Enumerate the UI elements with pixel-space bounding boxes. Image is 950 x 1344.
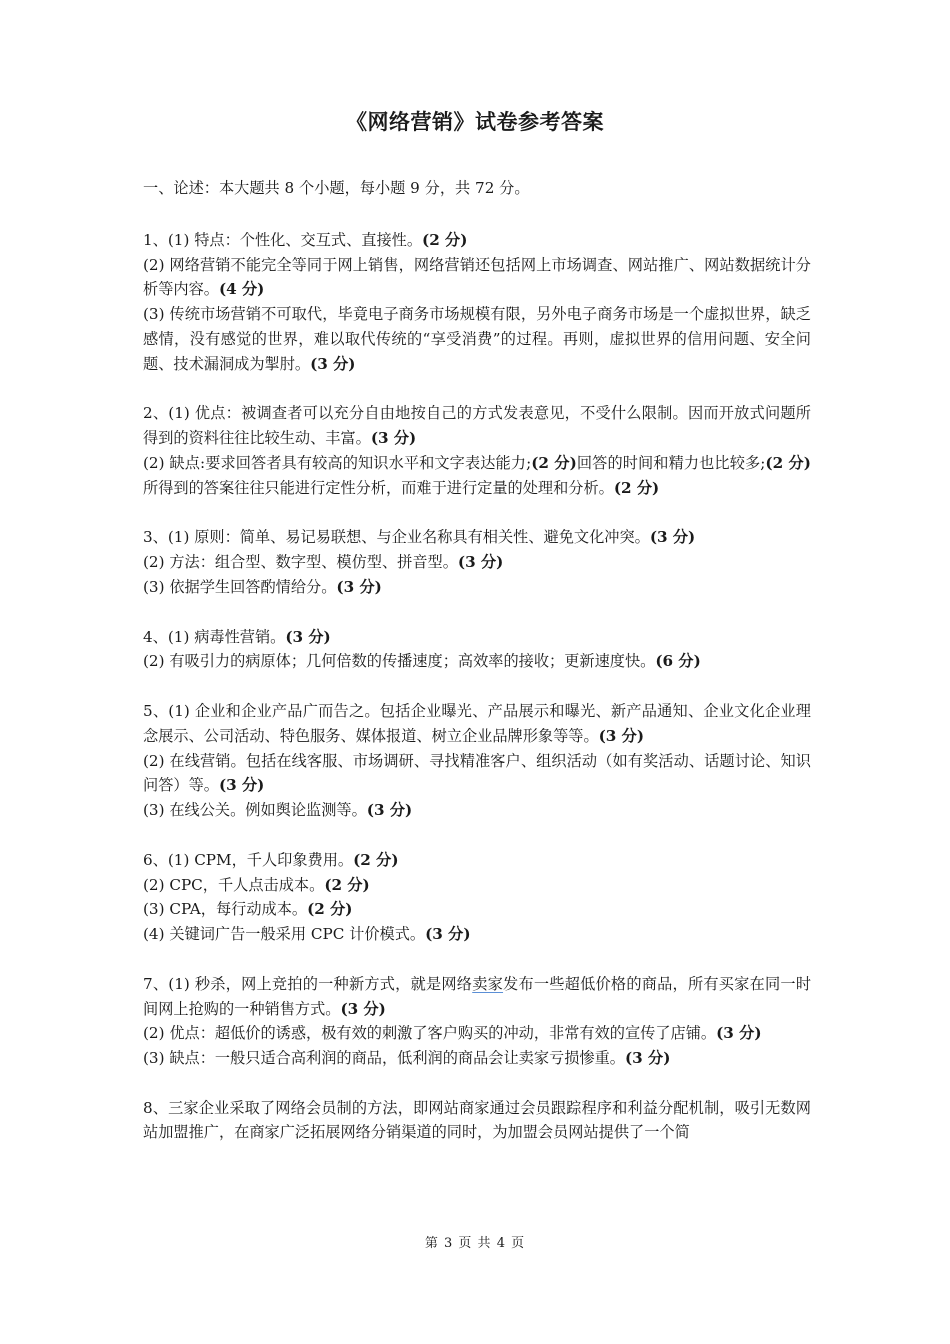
- q5-part-2: (2) 在线营销。包括在线客服、市场调研、寻找精准客户、组织活动（如有奖活动、话题讨论、知识问答）等。(3 分): [143, 751, 811, 795]
- page-footer: 第 3 页 共 4 页: [424, 1236, 526, 1251]
- q2-part-1: 2、(1) 优点：被调查者可以充分自由地按自己的方式发表意见，不受什么限制。因而开放式问题所得到的资料往往比较生动、丰富。(3 分): [143, 404, 811, 448]
- score-label: (2 分): [422, 230, 468, 249]
- score-label: (2 分): [324, 875, 370, 894]
- score-label: (3 分): [340, 999, 386, 1018]
- question-1: [143, 228, 811, 377]
- score-label: (3 分): [218, 776, 265, 795]
- question-6: [143, 848, 811, 947]
- score-label: (2 分): [613, 478, 660, 497]
- score-label: (3 分): [370, 429, 417, 448]
- score-label: (3 分): [310, 354, 356, 373]
- q5-part-1: 5、(1) 企业和企业产品广而告之。包括企业曝光、产品展示和曝光、新产品通知、企业文化企业理念展示、公司活动、特色服务、媒体报道、树立企业品牌形象等等。(3 分): [143, 701, 811, 745]
- q1-part-1: 1、(1) 特点：个性化、交互式、直接性。(2 分): [143, 230, 468, 249]
- score-label: (2 分): [531, 453, 577, 472]
- q3-part-2: (2) 方法：组合型、数字型、模仿型、拼音型。(3 分): [143, 553, 504, 572]
- q8-part-1: 8、三家企业采取了网络会员制的方法，即网站商家通过会员跟踪程序和利益分配机制，吸引无数网站加盟推广，在商家广泛拓展网络分销渠道的同时，为加盟会员网站提供了一个简: [143, 1098, 811, 1142]
- question-7: [143, 972, 811, 1071]
- score-label: (3 分): [716, 1024, 762, 1043]
- q7-part-3: (3) 缺点：一般只适合高利润的商品，低利润的商品会让卖家亏损惨重。(3 分): [143, 1049, 671, 1068]
- score-label: (3 分): [457, 553, 504, 572]
- q7-part-1: 7、(1) 秒杀，网上竞拍的一种新方式，就是网络卖家发布一些超低价格的商品，所有买家在同一时间网上抢购的一种销售方式。(3 分): [143, 974, 812, 1018]
- question-8: [143, 1096, 811, 1146]
- score-label: (3 分): [285, 627, 331, 646]
- q4-part-1: 4、(1) 病毒性营销。(3 分): [143, 627, 331, 646]
- q1-part-3: (3) 传统市场营销不可取代，毕竟电子商务市场规模有限，另外电子商务市场是一个虚拟世界，缺乏感情，没有感觉的世界，难以取代传统的“享受消费”的过程。再则，虚拟世界的信用问题、安全问题、技术漏洞成为掣肘。(3 分): [143, 305, 811, 373]
- score-label: (2 分): [353, 850, 399, 869]
- q5-part-3: (3) 在线公关。例如舆论监测等。(3 分): [143, 801, 413, 820]
- q6-part-4: (4) 关键词广告一般采用 CPC 计价模式。(3 分): [143, 925, 471, 944]
- score-label: (3 分): [649, 528, 696, 547]
- score-label: (3 分): [425, 925, 471, 944]
- score-label: (3 分): [366, 801, 413, 820]
- score-label: (2 分): [307, 900, 353, 919]
- q3-part-3: (3) 依据学生回答酌情给分。(3 分): [143, 577, 382, 596]
- q6-part-2: (2) CPC，千人点击成本。(2 分): [143, 875, 370, 894]
- score-label: (3 分): [336, 577, 382, 596]
- q3-part-1: 3、(1) 原则：简单、易记易联想、与企业名称具有相关性、避免文化冲突。(3 分): [143, 528, 696, 547]
- answer-body: [143, 176, 811, 1145]
- q6-part-1: 6、(1) CPM，千人印象费用。(2 分): [143, 850, 399, 869]
- seller-link[interactable]: 卖家: [472, 974, 504, 993]
- question-4: [143, 625, 811, 675]
- q6-part-3: (3) CPA，每行动成本。(2 分): [143, 900, 353, 919]
- score-label: (3 分): [598, 726, 645, 745]
- q4-part-2: (2) 有吸引力的病原体；几何倍数的传播速度；高效率的接收；更新速度快。(6 分): [143, 652, 701, 671]
- section-heading: 一、论述：本大题共 8 个小题，每小题 9 分，共 72 分。: [143, 179, 530, 197]
- score-label: (6 分): [655, 652, 701, 671]
- question-2: [143, 401, 811, 500]
- page-title: 《网络营销》试卷参考答案: [346, 109, 604, 134]
- score-label: (2 分): [765, 453, 811, 472]
- score-label: (4 分): [218, 280, 265, 299]
- q2-part-2: (2) 缺点:要求回答者具有较高的知识水平和文字表达能力;(2 分)回答的时间和精力也比较多;(2 分)所得到的答案往往只能进行定性分析，而难于进行定量的处理和分析。(2 分): [143, 453, 811, 497]
- question-3: [143, 525, 811, 599]
- q7-part-2: (2) 优点：超低价的诱惑，极有效的刺激了客户购买的冲动，非常有效的宣传了店铺。(3 分): [143, 1024, 762, 1043]
- q1-part-2: (2) 网络营销不能完全等同于网上销售，网络营销还包括网上市场调查、网站推广、网站数据统计分析等内容。(4 分): [143, 255, 811, 299]
- question-5: [143, 699, 811, 823]
- score-label: (3 分): [624, 1049, 671, 1068]
